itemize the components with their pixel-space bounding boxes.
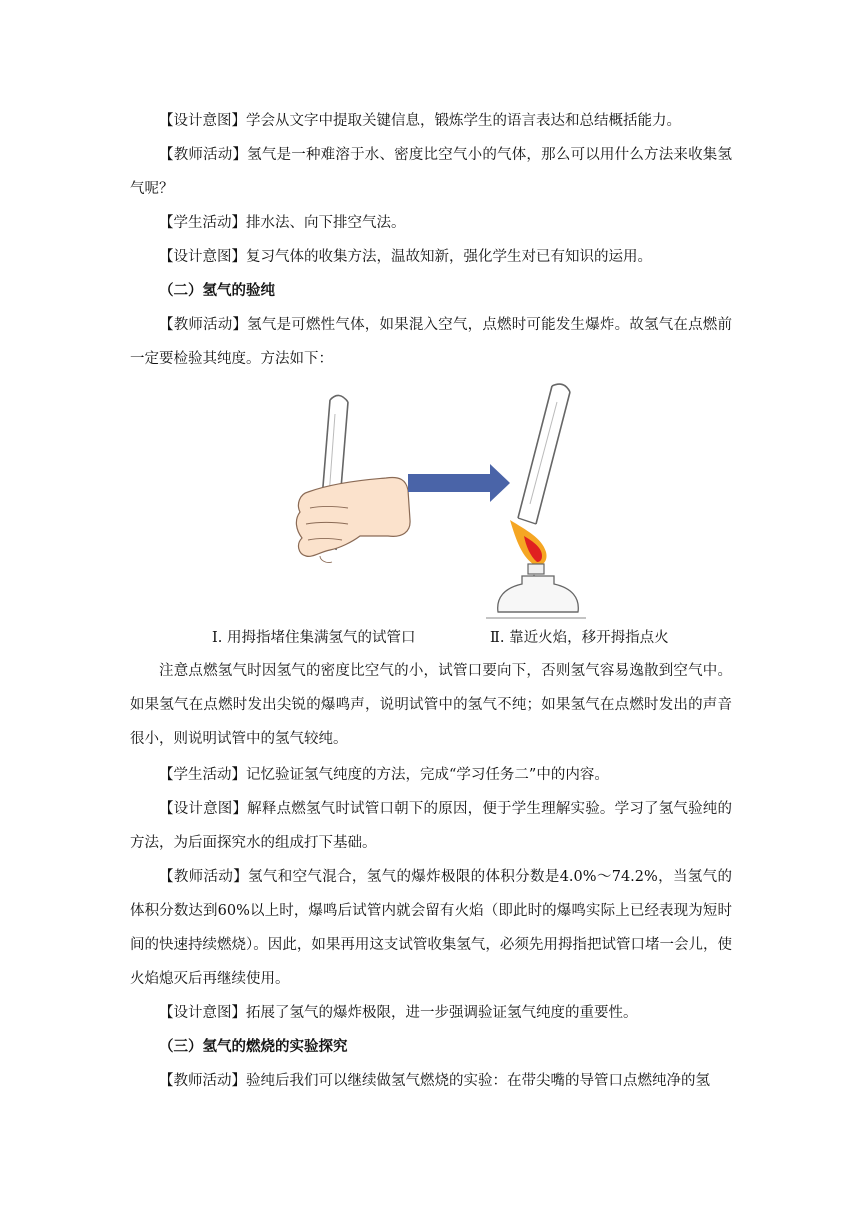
paragraph-teacher-activity-2: 【教师活动】氢气是可燃性气体，如果混入空气，点燃时可能发生爆炸。故氢气在点燃前一定要检验其纯度。方法如下： — [130, 317, 732, 367]
paragraph-design-intent-2: 【设计意图】复习气体的收集方法，温故知新，强化学生对已有知识的运用。 — [159, 249, 652, 265]
figure-caption-step-2: Ⅱ. 靠近火焰，移开拇指点火 — [490, 630, 669, 646]
paragraph-teacher-activity-4: 【教师活动】验纯后我们可以继续做氢气燃烧的实验：在带尖嘴的导管口点燃纯净的氢 — [159, 1073, 710, 1089]
experiment-figure — [290, 380, 590, 620]
paragraph-teacher-activity-1: 【教师活动】氢气是一种难溶于水、密度比空气小的气体，那么可以用什么方法来收集氢气呢？ — [130, 147, 732, 197]
section-heading-hydrogen-purity: （二）氢气的验纯 — [159, 282, 275, 299]
figure-caption-step-1: Ⅰ. 用拇指堵住集满氢气的试管口 — [212, 630, 416, 646]
paragraph-teacher-activity-3: 【教师活动】氢气和空气混合，氢气的爆炸极限的体积分数是4.0%～74.2%，当氢气的体积分数达到60%以上时，爆鸣后试管内就会留有火焰（即此时的爆鸣实际上已经表现为短时间的快速持续燃烧）。因此，如果再用这支试管收集氢气，必须先用拇指把试管口堵一会儿，使火焰熄灭后再继续使用。 — [130, 869, 732, 987]
flame-icon — [510, 520, 547, 566]
paragraph-design-intent-1: 【设计意图】学会从文字中提取关键信息，锻炼学生的语言表达和总结概括能力。 — [159, 113, 681, 129]
paragraph-note-ignition: 注意点燃氢气时因氢气的密度比空气的小，试管口要向下，否则氢气容易逸散到空气中。如果氢气在点燃时发出尖锐的爆鸣声，说明试管中的氢气不纯；如果氢气在点燃时发出的声音很小，则说明试管中的氢气较纯。 — [130, 663, 732, 747]
paragraph-design-intent-3: 【设计意图】解释点燃氢气时试管口朝下的原因，便于学生理解实验。学习了氢气验纯的方法，为后面探究水的组成打下基础。 — [130, 801, 732, 851]
paragraph-design-intent-4: 【设计意图】拓展了氢气的爆炸极限，进一步强调验证氢气纯度的重要性。 — [159, 1005, 638, 1021]
arrow-right-icon — [408, 464, 510, 502]
paragraph-student-activity-2: 【学生活动】记忆验证氢气纯度的方法，完成“学习任务二”中的内容。 — [159, 767, 609, 783]
hand-icon — [296, 478, 410, 563]
paragraph-student-activity-1: 【学生活动】排水法、向下排空气法。 — [159, 215, 406, 231]
alcohol-lamp-icon — [486, 564, 586, 618]
test-tube-right — [518, 384, 570, 524]
section-heading-hydrogen-combustion: （三）氢气的燃烧的实验探究 — [159, 1038, 348, 1055]
